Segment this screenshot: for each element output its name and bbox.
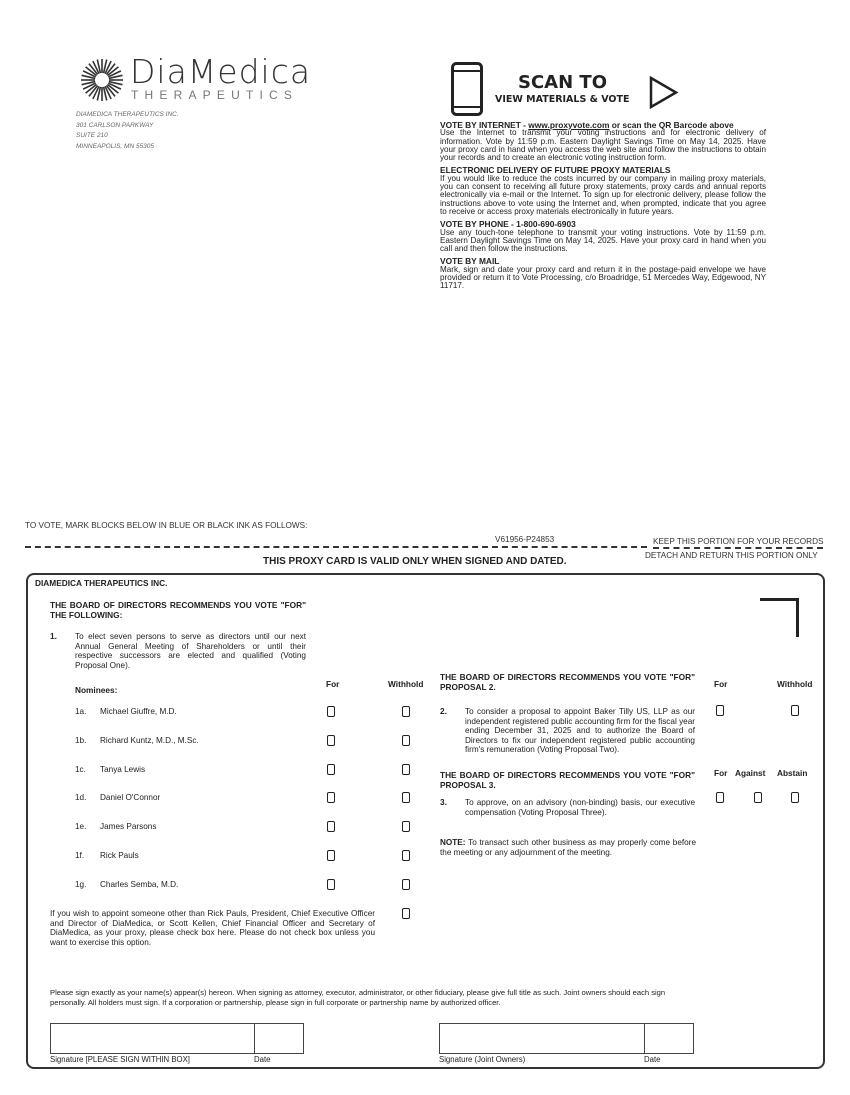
nominee-number: 1f.: [75, 851, 85, 860]
address-line: SUITE 210: [76, 132, 108, 139]
scan-subtitle: VIEW MATERIALS & VOTE: [495, 94, 630, 105]
nominee-withhold-checkbox[interactable]: [402, 850, 410, 861]
nominee-for-checkbox[interactable]: [327, 879, 335, 890]
nominee-withhold-checkbox[interactable]: [402, 735, 410, 746]
proposal-3-against-checkbox[interactable]: [754, 792, 762, 803]
proposal-2-text: To consider a proposal to appoint Baker Tilly US, LLP as our independent registered public accounting firm for the fiscal year ending December 31, 2025 and to authorize the Board of Directors to fix our independent registered public accounting firm's remuneration (Voting Proposal Two).: [465, 707, 695, 754]
company-address: [76, 110, 179, 152]
edelivery-heading: ELECTRONIC DELIVERY OF FUTURE PROXY MATERIALS: [440, 165, 671, 176]
proposal-3-heading: THE BOARD OF DIRECTORS RECOMMENDS YOU VOTE "FOR" PROPOSAL 3.: [440, 770, 695, 790]
nominees-label: Nominees:: [75, 685, 118, 695]
nominee-name: James Parsons: [100, 822, 157, 832]
p2-col-withhold: Withhold: [777, 679, 813, 689]
proposal-3-number: 3.: [440, 797, 447, 807]
note-text: NOTE: To transact such other business as may properly come before the meeting or any adjournment of the meeting.: [440, 838, 696, 857]
nominee-for-checkbox[interactable]: [327, 850, 335, 861]
proposal-3-text: To approve, on an advisory (non-binding) basis, our executive compensation (Voting Proposal Three).: [465, 798, 695, 817]
edelivery-text: If you would like to reduce the costs incurred by our company in mailing proxy materials, you can consent to receiving all future proxy statements, proxy cards and annual reports electronically via e-mail or the Internet. To sign up for electronic delivery, please follow the instructions above to vote using the Internet and, when prompted, indicate that you agree to receive or access proxy materials electronically in future years.: [440, 173, 766, 216]
proposal-1-number: 1.: [50, 631, 57, 641]
nominee-number: 1d.: [75, 793, 87, 803]
nominee-number: 1c.: [75, 764, 86, 774]
proxyvote-link[interactable]: www.proxyvote.com: [528, 120, 610, 130]
corner-mark: [760, 598, 799, 637]
proposal-2-number: 2.: [440, 706, 447, 716]
nominee-name: Daniel O'Connor: [100, 793, 161, 803]
vote-internet-text: Use the Internet to transmit your voting instructions and for electronic delivery of information. Vote by 11:59 p.m. Eastern Daylight Savings Time on May 14, 2025. Have your proxy card in hand when you access the web site and follow the instructions to obtain your records and to create an electronic voting instruction form.: [440, 128, 766, 163]
phone-icon: [451, 62, 483, 116]
nominee-number: 1b.: [75, 735, 87, 745]
signature-field[interactable]: [50, 1023, 255, 1054]
proposal-1-heading: THE BOARD OF DIRECTORS RECOMMENDS YOU VOTE "FOR" THE FOLLOWING:: [50, 600, 306, 620]
vote-phone-heading: VOTE BY PHONE - 1-800-690-6903: [440, 219, 576, 230]
address-line: MINNEAPOLIS, MN 55305: [76, 142, 155, 150]
proposal-2-for-checkbox[interactable]: [716, 705, 724, 716]
nominee-withhold-checkbox[interactable]: [402, 792, 410, 803]
p3-col-for: For: [714, 768, 728, 778]
control-code: V61956-P24853: [495, 535, 555, 544]
company-name: DIAMEDICA THERAPEUTICS INC.: [35, 578, 168, 588]
nominee-number: 1g.: [75, 879, 87, 889]
joint-date-label: Date: [644, 1055, 661, 1064]
joint-signature-label: Signature (Joint Owners): [439, 1055, 526, 1064]
valid-notice: THIS PROXY CARD IS VALID ONLY WHEN SIGNED AND DATED.: [263, 556, 567, 567]
nominee-for-checkbox[interactable]: [327, 821, 335, 832]
date-field[interactable]: [254, 1023, 304, 1054]
vote-mail-heading: VOTE BY MAIL: [440, 256, 500, 267]
nominee-withhold-checkbox[interactable]: [402, 879, 410, 890]
return-portion-label: DETACH AND RETURN THIS PORTION ONLY: [645, 551, 818, 560]
sunburst-logo-icon: [80, 58, 124, 102]
p3-col-abstain: Abstain: [777, 768, 808, 778]
nominee-number: 1a.: [75, 707, 87, 716]
appoint-proxy-text: If you wish to appoint someone other than Rick Pauls, President, Chief Executive Officer and Director of DiaMedica, or Scott Kellen, Chief Financial Officer and Secretary of DiaMedica, as your proxy, please check box here. Please do not check box unless you want to exercise this option.: [50, 909, 375, 947]
appoint-proxy-checkbox[interactable]: [402, 908, 410, 919]
nominee-name: Charles Semba, M.D.: [100, 879, 179, 889]
col-withhold-header: Withhold: [388, 679, 424, 689]
date-label: Date: [254, 1055, 271, 1064]
nominee-for-checkbox[interactable]: [327, 764, 335, 775]
mark-instructions: TO VOTE, MARK BLOCKS BELOW IN BLUE OR BLACK INK AS FOLLOWS:: [25, 521, 308, 530]
vote-phone-text: Use any touch-tone telephone to transmit your voting instructions. Vote by 11:59 p.m. Eastern Daylight Savings Time on May 14, 2025. Have your proxy card in hand when you call and then follow the instructions.: [440, 227, 766, 254]
joint-signature-field[interactable]: [439, 1023, 645, 1054]
signing-instructions: Please sign exactly as your name(s) appear(s) hereon. When signing as attorney, executor, administrator, or other fiduciary, please give full title as such. Joint owners should each sign personally. All holders must sign. If a corporation or partnership, please sign in full corporate or partnership name by authorized officer.: [50, 988, 666, 1007]
proposal-2-heading: THE BOARD OF DIRECTORS RECOMMENDS YOU VOTE "FOR" PROPOSAL 2.: [440, 672, 695, 692]
address-line: DIAMEDICA THERAPEUTICS INC.: [76, 111, 179, 118]
vote-internet-heading: VOTE BY INTERNET - www.proxyvote.com or scan the QR Barcode above: [440, 120, 734, 130]
scan-to-title: SCAN TO: [518, 72, 608, 93]
nominee-withhold-checkbox[interactable]: [402, 821, 410, 832]
play-arrow-icon: [649, 76, 679, 109]
nominee-name: Michael Giuffre, M.D.: [100, 707, 177, 716]
nominee-name: Richard Kuntz, M.D., M.Sc.: [100, 735, 199, 745]
p3-col-against: Against: [735, 768, 766, 778]
detach-line: [25, 546, 647, 548]
col-for-header: For: [326, 679, 340, 689]
p2-col-for: For: [714, 679, 728, 689]
proposal-3-abstain-checkbox[interactable]: [791, 792, 799, 803]
nominee-withhold-checkbox[interactable]: [402, 764, 410, 775]
joint-date-field[interactable]: [644, 1023, 694, 1054]
nominee-for-checkbox[interactable]: [327, 706, 335, 717]
voting-instructions: [440, 121, 766, 291]
keep-portion-label: KEEP THIS PORTION FOR YOUR RECORDS: [653, 537, 823, 549]
nominee-number: 1e.: [75, 822, 87, 832]
signature-label: Signature [PLEASE SIGN WITHIN BOX]: [50, 1055, 190, 1064]
proposal-2-withhold-checkbox[interactable]: [791, 705, 799, 716]
address-line: 301 CARLSON PARKWAY: [76, 121, 154, 129]
proposal-3-for-checkbox[interactable]: [716, 792, 724, 803]
nominee-for-checkbox[interactable]: [327, 735, 335, 746]
nominee-name: Tanya Lewis: [100, 764, 146, 774]
nominee-name: Rick Pauls: [100, 851, 139, 860]
vote-mail-text: Mark, sign and date your proxy card and return it in the postage-paid envelope we have provided or return it to Vote Processing, c/o Broadridge, 51 Mercedes Way, Edgewood, NY 11717.: [440, 264, 766, 291]
proposal-1-text: To elect seven persons to serve as directors until our next Annual General Meeting of Shareholders or until their respective successors are elected and qualified (Voting Proposal One).: [75, 632, 306, 670]
logo-subtitle: THERAPEUTICS: [131, 88, 299, 102]
logo-name: DiaMedica: [130, 52, 312, 91]
nominee-for-checkbox[interactable]: [327, 792, 335, 803]
nominee-withhold-checkbox[interactable]: [402, 706, 410, 717]
